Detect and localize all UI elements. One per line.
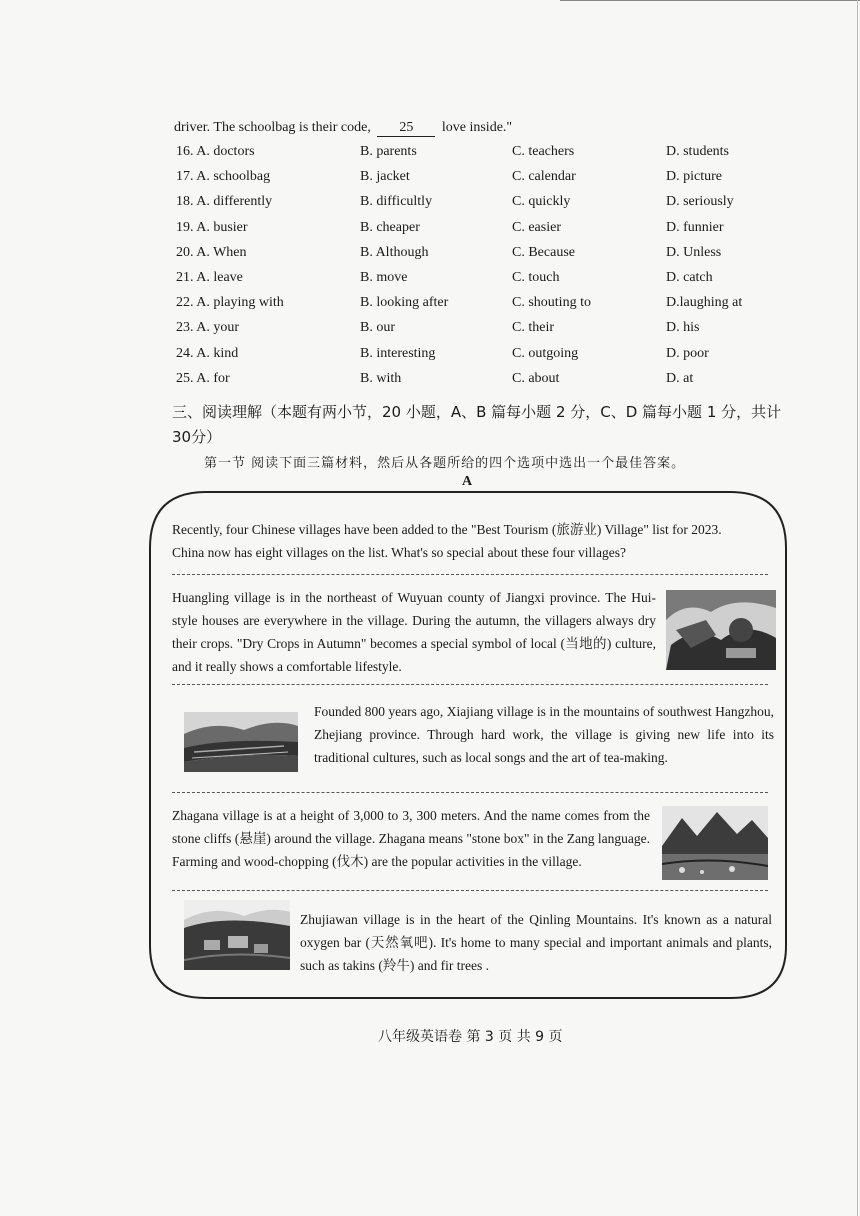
option-a: 21. A. leave xyxy=(176,269,243,285)
passage-label: A xyxy=(462,474,473,489)
xiajiang-photo xyxy=(184,712,298,772)
option-row xyxy=(176,270,776,295)
option-c: C. their xyxy=(512,320,554,336)
option-b: B. our xyxy=(360,320,395,336)
option-d: D.laughing at xyxy=(666,295,743,311)
huangling-paragraph: Huangling village is in the northeast of Wuyuan county of Jiangxi province. The Hui-style houses are everywhere in the village. During the autumn, the villagers always dry their crops. "Dry Crops in Autumn" becomes a special symbol of local (当地的) culture, and it really shows a comfortable lifestyle. xyxy=(172,590,656,674)
option-d: D. at xyxy=(666,370,694,386)
option-d: D. catch xyxy=(666,269,713,285)
option-row xyxy=(176,220,776,245)
scan-top-edge xyxy=(560,0,860,1)
cloze-text-before: driver. The schoolbag is their code, xyxy=(174,120,375,135)
option-row xyxy=(176,144,776,169)
option-d: D. Unless xyxy=(666,244,722,260)
option-b: B. cheaper xyxy=(360,219,420,235)
option-a: 17. A. schoolbag xyxy=(176,169,271,185)
option-row xyxy=(176,169,776,194)
option-b: B. parents xyxy=(360,144,417,159)
option-b: B. difficultly xyxy=(360,194,433,210)
option-a: 22. A. playing with xyxy=(176,295,284,311)
huangling-photo xyxy=(666,590,776,670)
cloze-options xyxy=(176,144,776,396)
option-a: 18. A. differently xyxy=(176,194,273,210)
dashed-divider xyxy=(172,792,768,793)
option-c: C. about xyxy=(512,370,560,386)
option-b: B. interesting xyxy=(360,345,436,361)
section-instruction: 第一节 阅读下面三篇材料，然后从各题所给的四个选项中选出一个最佳答案。 xyxy=(204,456,686,471)
option-b: B. jacket xyxy=(360,169,410,185)
option-c: C. touch xyxy=(512,269,560,285)
scan-right-edge xyxy=(857,0,858,1216)
option-b: B. with xyxy=(360,370,402,386)
option-a: 16. A. doctors xyxy=(176,144,255,159)
option-row xyxy=(176,245,776,270)
dashed-divider xyxy=(172,574,768,575)
option-d: D. picture xyxy=(666,169,722,185)
zhagana-paragraph: Zhagana village is at a height of 3,000 to 3, 300 meters. And the name comes from the stone cliffs (悬崖) around the village. Zhagana means "stone box" in the Zang language. Farming and wood-chopping (伐木) are the popular activities in the village. xyxy=(172,808,650,869)
option-c: C. outgoing xyxy=(512,345,579,361)
option-d: D. poor xyxy=(666,345,709,361)
option-b: B. Although xyxy=(360,244,429,260)
dashed-divider xyxy=(172,684,768,685)
zhujiawan-photo xyxy=(184,900,290,970)
option-a: 25. A. for xyxy=(176,370,230,386)
option-row xyxy=(176,295,776,320)
option-a: 23. A. your xyxy=(176,320,239,336)
option-c: C. easier xyxy=(512,219,561,235)
option-d: D. students xyxy=(666,144,729,159)
passage-intro: Recently, four Chinese villages have been added to the "Best Tourism (旅游业) Village" list for 2023. China now has eight villages on the list. What's so special about these four villages? xyxy=(172,522,722,560)
cloze-text-after: love inside." xyxy=(438,120,513,135)
option-d: D. seriously xyxy=(666,194,734,210)
option-d: D. funnier xyxy=(666,219,724,235)
option-d: D. his xyxy=(666,320,700,336)
option-c: C. Because xyxy=(512,244,575,260)
option-a: 19. A. busier xyxy=(176,219,248,235)
option-b: B. move xyxy=(360,269,408,285)
section-heading: 三、阅读理解（本题有两小节，20 小题，A、B 篇每小题 2 分，C、D 篇每小题 1 分，共计 30分） xyxy=(172,403,782,446)
zhagana-photo xyxy=(662,806,768,880)
zhujiawan-paragraph: Zhujiawan village is in the heart of the Qinling Mountains. It's known as a natural oxygen bar (天然氧吧). It's home to many special and important animals and plants, such as takins (羚牛) and fir trees . xyxy=(300,912,772,973)
option-c: C. calendar xyxy=(512,169,576,185)
option-c: C. quickly xyxy=(512,194,571,210)
option-row xyxy=(176,346,776,371)
option-c: C. shouting to xyxy=(512,295,591,311)
page-footer: 八年级英语卷 第 3 页 共 9 页 xyxy=(378,1029,563,1045)
option-row xyxy=(176,194,776,219)
option-row xyxy=(176,320,776,345)
xiajiang-paragraph: Founded 800 years ago, Xiajiang village is in the mountains of southwest Hangzhou, Zhejiang province. Through hard work, the village is giving new life into its traditional cultures, such as local songs and the art of tea-making. xyxy=(314,704,774,765)
option-c: C. teachers xyxy=(512,144,575,159)
option-a: 20. A. When xyxy=(176,244,247,260)
cloze-ending-line xyxy=(174,120,512,137)
option-row xyxy=(176,371,776,396)
option-b: B. looking after xyxy=(360,295,449,311)
dashed-divider xyxy=(172,890,768,891)
cloze-blank-25: 25 xyxy=(377,120,435,137)
option-a: 24. A. kind xyxy=(176,345,239,361)
